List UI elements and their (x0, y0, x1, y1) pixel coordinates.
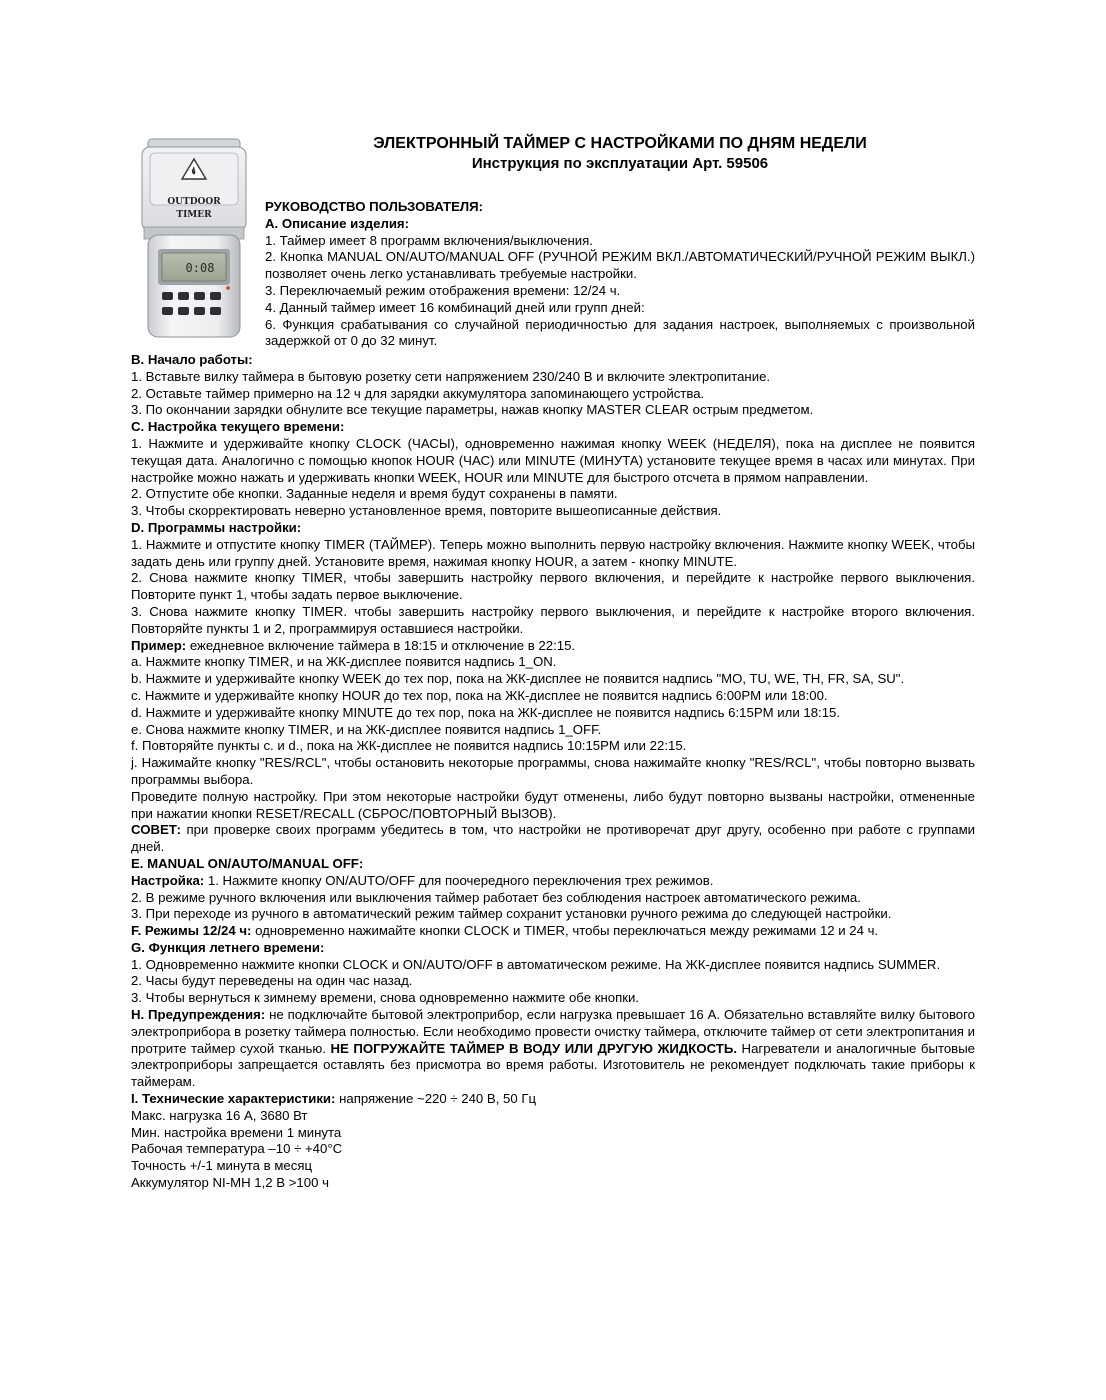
device-label-line1: OUTDOOR (167, 197, 221, 207)
intro-section (265, 199, 975, 350)
section-b-item: 2. Оставьте таймер примерно на 12 ч для зарядки аккумулятора запоминающего устройства. (131, 385, 705, 401)
section-a-item: 1. Таймер имеет 8 программ включения/выключения. (265, 232, 593, 248)
e-setting-label: Настройка: (131, 872, 205, 888)
tip-label: СОВЕТ: (131, 822, 182, 838)
section-d-heading: D. Программы настройки: (131, 519, 302, 535)
section-f-paragraph (131, 923, 975, 940)
example-step: d. Нажмите и удерживайте кнопку MINUTE до тех пор, пока на ЖК-дисплее не появится надпись 6:15PM или 18:15. (131, 704, 841, 720)
spec-item: Аккумулятор NI-MH 1,2 В >100 ч (131, 1175, 329, 1191)
example-step: Проведите полную настройку. При этом некоторые настройки будут отменены, либо будут повторно вызваны настройки, отмененные при нажатии кнопки RESET/RECALL (СБРОС/ПОВТОРНЫЙ ВЫЗОВ). (131, 788, 975, 821)
section-b-item: 3. По окончании зарядки обнулите все текущие параметры, нажав кнопку MASTER CLEAR острым предметом. (131, 402, 814, 418)
section-e-setting (131, 873, 975, 890)
section-h-paragraph (131, 1007, 975, 1091)
example-step: f. Повторяйте пункты c. и d., пока на ЖК-дисплее не появится надпись 10:15PM или 22:15. (131, 738, 687, 754)
example-step: c. Нажмите и удерживайте кнопку HOUR до тех пор, пока на ЖК-дисплее не появится надпись 6:00PM или 18:00. (131, 687, 828, 703)
h-warning-bold: НЕ ПОГРУЖАЙТЕ ТАЙМЕР В ВОДУ ИЛИ ДРУГУЮ ЖИДКОСТЬ. (330, 1040, 738, 1056)
section-c-item: 2. Отпустите обе кнопки. Заданные неделя и время будут сохранены в памяти. (131, 486, 618, 502)
section-c-item: 3. Чтобы скорректировать неверно установленное время, повторите вышеописанные действия. (131, 503, 722, 519)
section-i-paragraph (131, 1091, 975, 1108)
section-b-item: 1. Вставьте вилку таймера в бытовую розетку сети напряжением 230/240 В и включите электропитание. (131, 368, 771, 384)
section-d-item: 2. Снова нажмите кнопку TIMER, чтобы завершить настройку первого включения, и перейдите к настройке первого выключения. Повторите пункт 1, чтобы задать первое выключение. (131, 570, 975, 603)
section-a-item: 4. Данный таймер имеет 16 комбинаций дней или групп дней: (265, 299, 645, 315)
section-e-item: 2. В режиме ручного включения или выключения таймер работает без соблюдения настроек автоматического режима. (131, 889, 861, 905)
section-d-item: 1. Нажмите и отпустите кнопку TIMER (ТАЙМЕР). Теперь можно выполнить первую настройку включения. Нажмите кнопку WEEK, чтобы задать день или группу дней. Установите время, нажимая кнопку HOUR, а затем - кнопку MINUTE. (131, 536, 975, 569)
tip-paragraph (131, 822, 975, 856)
example-step: j. Нажимайте кнопку "RES/RCL", чтобы остановить некоторые программы, снова нажимайте кнопку "RES/RCL", чтобы повторно вызвать программы выбора. (131, 755, 975, 787)
document-subtitle: Инструкция по эксплуатации Арт. 59506 (471, 155, 769, 172)
i-text: напряжение ~220 ÷ 240 В, 50 Гц (335, 1091, 537, 1107)
h-text-1: не подключайте бытовой электроприбор, если нагрузка превышает 16 А. Обязательно вставляйте вилку бытового электроприбора в розетку таймера полностью. Если необходимо провести очистку таймера, отключите таймер от сети электропитания и протрите таймер сухой тканью. (131, 1007, 976, 1056)
h-text-2: Нагреватели и аналогичные бытовые электроприборы запрещается оставлять без присмотра во время работы. Изготовитель не рекомендует подключать такие приборы к таймерам. (131, 1040, 976, 1090)
spec-item: Макс. нагрузка 16 А, 3680 Вт (131, 1107, 308, 1123)
f-label: F. Режимы 12/24 ч: (131, 923, 252, 939)
main-section (131, 352, 975, 1192)
section-g-item: 2. Часы будут переведены на один час назад. (131, 973, 413, 989)
f-text: одновременно нажимайте кнопки CLOCK и TIMER, чтобы переключаться между режимами 12 и 24 ч. (251, 923, 879, 939)
lcd-readout: 0:08 (185, 261, 215, 275)
section-e-item: 3. При переходе из ручного в автоматический режим таймер сохранит установки ручного режима до следующей настройки. (131, 906, 892, 922)
example-label: Пример: (131, 637, 187, 653)
example-step: a. Нажмите кнопку TIMER, и на ЖК-дисплее появится надпись 1_ON. (131, 654, 557, 670)
spec-item: Рабочая температура –10 ÷ +40°C (131, 1141, 343, 1157)
section-c-heading: C. Настройка текущего времени: (131, 419, 345, 435)
indicator-led (226, 286, 230, 290)
section-b-heading: B. Начало работы: (131, 352, 253, 367)
section-a-item: 6. Функция срабатывания со случайной периодичностью для задания настроек, выполняемых с произвольной задержкой от 0 до 32 минут. (265, 316, 975, 349)
spec-item: Точность +/-1 минута в месяц (131, 1158, 313, 1174)
example-step: b. Нажмите и удерживайте кнопку WEEK до тех пор, пока на ЖК-дисплее не появится надпись "MO, TU, WE, TH, FR, SA, SU". (131, 671, 905, 687)
i-label: I. Технические характеристики: (131, 1091, 336, 1107)
example-step: e. Снова нажмите кнопку TIMER, и на ЖК-дисплее появится надпись 1_OFF. (131, 721, 602, 737)
tip-text: при проверке своих программ убедитесь в том, что настройки не противоречат друг другу, особенно при работе с группами дней. (131, 822, 975, 855)
device-label-line2: TIMER (176, 210, 212, 220)
guide-heading: РУКОВОДСТВО ПОЛЬЗОВАТЕЛЯ: (265, 199, 484, 214)
section-a-item: 2. Кнопка MANUAL ON/AUTO/MANUAL OFF (РУЧНОЙ РЕЖИМ ВКЛ./АВТОМАТИЧЕСКИЙ/РУЧНОЙ РЕЖИМ ВЫКЛ.) позволяет очень легко устанавливать требуемые настройки. (265, 249, 975, 282)
section-a-heading: A. Описание изделия: (265, 215, 410, 231)
document-title: ЭЛЕКТРОННЫЙ ТАЙМЕР С НАСТРОЙКАМИ ПО ДНЯМ НЕДЕЛИ (373, 135, 867, 152)
section-g-item: 1. Одновременно нажмите кнопки CLOCK и ON/AUTO/OFF в автоматическом режиме. На ЖК-дисплее появится надпись SUMMER. (131, 956, 941, 972)
example-paragraph (131, 638, 975, 655)
section-g-heading: G. Функция летнего времени: (131, 939, 325, 955)
timer-device-illustration (140, 137, 248, 341)
section-c-item: 1. Нажмите и удерживайте кнопку CLOCK (ЧАСЫ), одновременно нажимая кнопку WEEK (НЕДЕЛЯ), пока на дисплее не появится текущая дата. Аналогично с помощью кнопок HOUR (ЧАС) или MINUTE (МИНУТА) установите текущее время в часах или минутах. При настройке можно нажать и удерживать кнопки WEEK, HOUR или MINUTE для быстрого отсчета в прямом направлении. (131, 435, 975, 485)
example-text: ежедневное включение таймера в 18:15 и отключение в 22:15. (186, 637, 576, 653)
section-e-heading: E. MANUAL ON/AUTO/MANUAL OFF: (131, 855, 364, 871)
section-a-item: 3. Переключаемый режим отображения времени: 12/24 ч. (265, 282, 621, 298)
section-g-item: 3. Чтобы вернуться к зимнему времени, снова одновременно нажмите обе кнопки. (131, 990, 640, 1006)
h-label: H. Предупреждения: (131, 1007, 266, 1023)
e-setting-text: 1. Нажмите кнопку ON/AUTO/OFF для поочередного переключения трех режимов. (204, 872, 714, 888)
section-d-item: 3. Снова нажмите кнопку TIMER. чтобы завершить настройку первого выключения, и перейдите к настройке второго включения. Повторяйте пункты 1 и 2, программируя оставшиеся настройки. (131, 603, 975, 636)
spec-item: Мин. настройка времени 1 минута (131, 1124, 342, 1140)
